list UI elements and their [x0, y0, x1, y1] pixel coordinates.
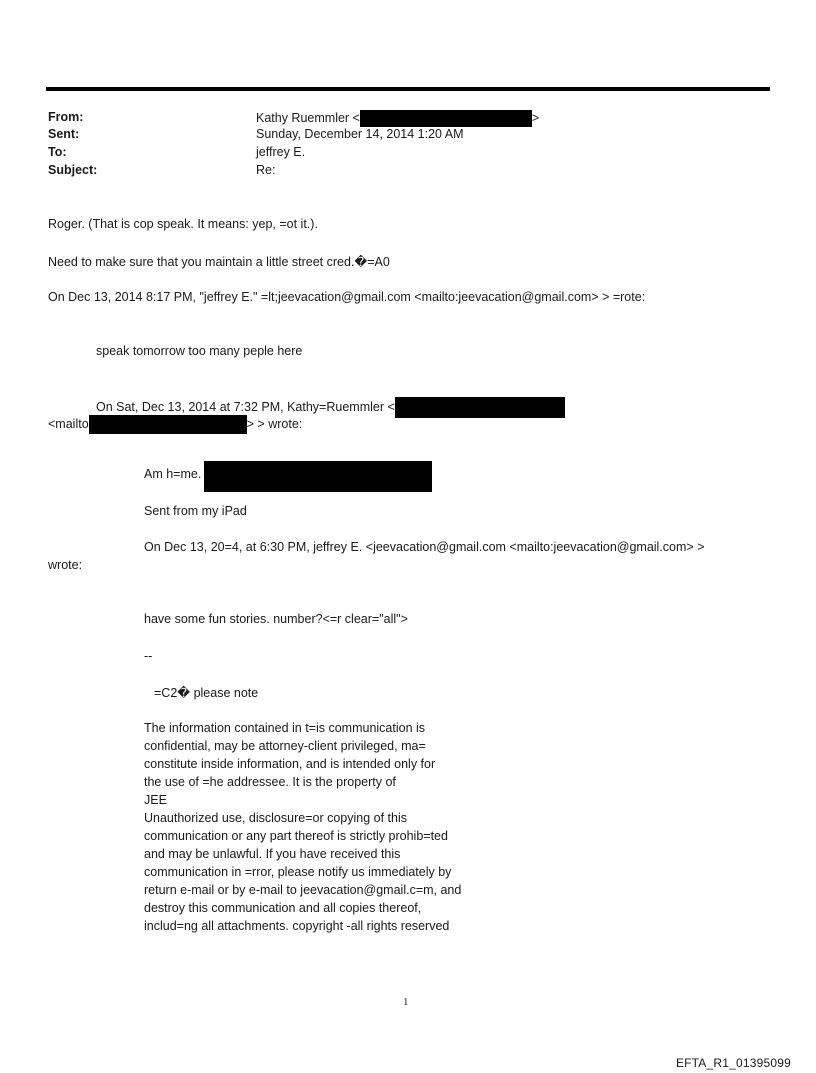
- from-value: [256, 110, 539, 127]
- redaction-box: [395, 397, 565, 418]
- disclaimer-line: return e-mail or by e-mail to jeevacation@gmail.c=m, and: [144, 883, 462, 897]
- from-close: >: [531, 110, 540, 125]
- to-label: To:: [48, 145, 67, 159]
- disclaimer-line: communication or any part thereof is strictly prohib=ted: [144, 829, 448, 843]
- page-number: 1: [403, 996, 409, 1008]
- quote-header-3: On Dec 13, 20=4, at 6:30 PM, jeffrey E. <jeevacation@gmail.com <mailto:jeevacation@gmail.com> >: [144, 540, 705, 554]
- disclaimer-line: destroy this communication and all copies thereof,: [144, 901, 422, 915]
- signature-dashes: --: [144, 649, 153, 663]
- sent-from-ipad: Sent from my iPad: [144, 504, 247, 518]
- redaction-box: [360, 110, 532, 127]
- from-name: Kathy Ruemmler <: [256, 110, 360, 125]
- confidentiality-disclaimer: [144, 719, 504, 935]
- am-home-text: Am h=me.: [144, 467, 202, 481]
- disclaimer-line: The information contained in t=is communication is: [144, 721, 426, 735]
- disclaimer-line: and may be unlawful. If you have received this: [144, 847, 401, 861]
- quote-header-3-wrote: wrote:: [48, 558, 83, 572]
- please-note-text: =C2� please note: [154, 686, 259, 700]
- disclaimer-line: JEE: [144, 793, 167, 807]
- body-line-roger: Roger. (That is cop speak. It means: yep, =ot it.).: [48, 217, 318, 231]
- fun-stories-text: have some fun stories. number?<=r clear="all">: [144, 612, 408, 626]
- body-line-street-cred: Need to make sure that you maintain a little street cred.�=A0: [48, 255, 390, 269]
- subject-value: Re:: [256, 163, 276, 177]
- disclaimer-line: includ=ng all attachments. copyright -all rights reserved: [144, 919, 450, 933]
- quote-header-1: On Dec 13, 2014 8:17 PM, "jeffrey E." =lt;jeevacation@gmail.com <mailto:jeevacation@gmail.com> > =rote:: [48, 290, 646, 304]
- reply-text-1: speak tomorrow too many peple here: [96, 344, 303, 358]
- disclaimer-line: constitute inside information, and is intended only for: [144, 757, 436, 771]
- quote-header-2-text: On Sat, Dec 13, 2014 at 7:32 PM, Kathy=Ruemmler <: [96, 399, 395, 414]
- subject-label: Subject:: [48, 163, 98, 177]
- mailto-label: <mailto: [48, 416, 89, 431]
- from-label: From:: [48, 110, 84, 124]
- header-rule: [46, 87, 770, 91]
- sent-value: Sunday, December 14, 2014 1:20 AM: [256, 127, 464, 141]
- bates-number: EFTA_R1_01395099: [675, 1056, 791, 1070]
- disclaimer-line: communication in =rror, please notify us immediately by: [144, 865, 452, 879]
- quote-header-2-mailto: [48, 415, 302, 434]
- disclaimer-line: the use of =he addressee. It is the property of: [144, 775, 396, 789]
- disclaimer-line: confidential, may be attorney-client privileged, ma=: [144, 739, 426, 753]
- redaction-box: [89, 415, 247, 434]
- to-value: jeffrey E.: [256, 145, 306, 159]
- wrote-label: > > wrote:: [246, 416, 303, 431]
- disclaimer-line: Unauthorized use, disclosure=or copying of this: [144, 811, 407, 825]
- redaction-box: [204, 461, 432, 492]
- sent-label: Sent:: [48, 127, 80, 141]
